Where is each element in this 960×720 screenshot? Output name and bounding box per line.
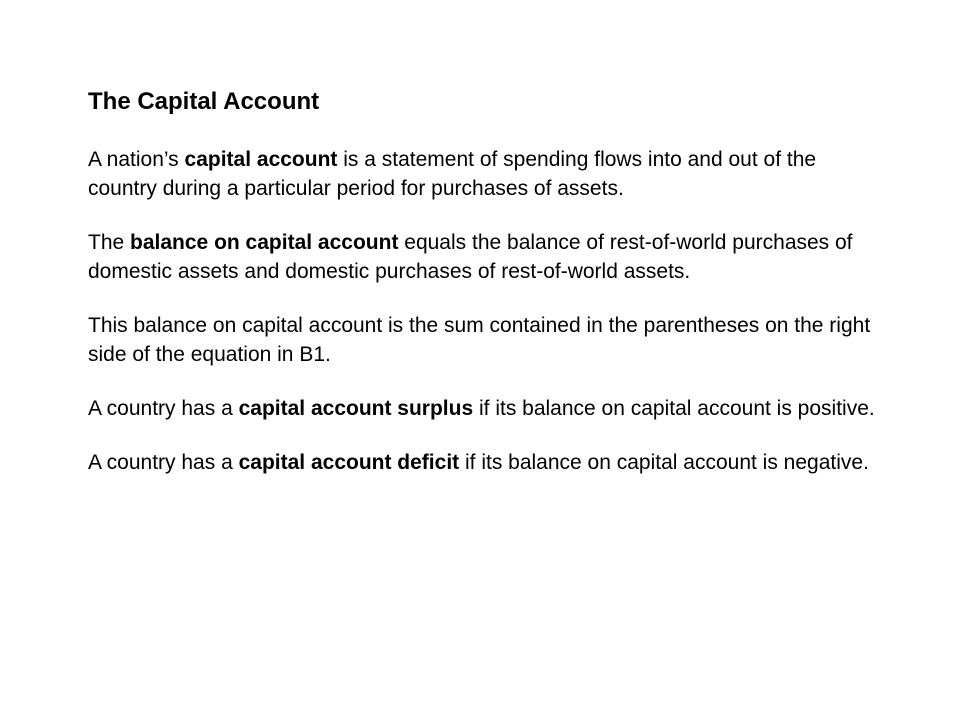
paragraph-capital-account-definition bbox=[88, 145, 878, 203]
paragraph-text: equals the balance of rest-of-world purchases of domestic assets and domestic purchases of rest-of-world assets. bbox=[88, 231, 853, 283]
paragraph-text: A country has a bbox=[88, 397, 239, 420]
paragraph-balance-definition bbox=[88, 228, 878, 286]
paragraph-text: if its balance on capital account is negative. bbox=[459, 451, 869, 474]
key-term: capital account surplus bbox=[238, 397, 474, 420]
slide-title: The Capital Account bbox=[88, 88, 320, 115]
slide-content bbox=[88, 84, 878, 477]
key-term: capital account deficit bbox=[238, 451, 460, 474]
paragraph-deficit-definition bbox=[88, 448, 878, 477]
paragraph-text: The bbox=[88, 231, 131, 254]
key-term: capital account bbox=[184, 148, 338, 171]
key-term: balance on capital account bbox=[130, 231, 399, 254]
paragraph-text: A country has a bbox=[88, 451, 239, 474]
paragraph-equation-reference bbox=[88, 311, 878, 369]
paragraph-text: A nation’s bbox=[88, 148, 185, 171]
paragraph-surplus-definition bbox=[88, 394, 878, 423]
paragraph-text: This balance on capital account is the sum contained in the parentheses on the right side of the equation in B1. bbox=[88, 314, 871, 366]
paragraph-text: if its balance on capital account is positive. bbox=[473, 397, 875, 420]
paragraph-text: is a statement of spending flows into and out of the country during a particular period for purchases of assets. bbox=[88, 148, 817, 200]
